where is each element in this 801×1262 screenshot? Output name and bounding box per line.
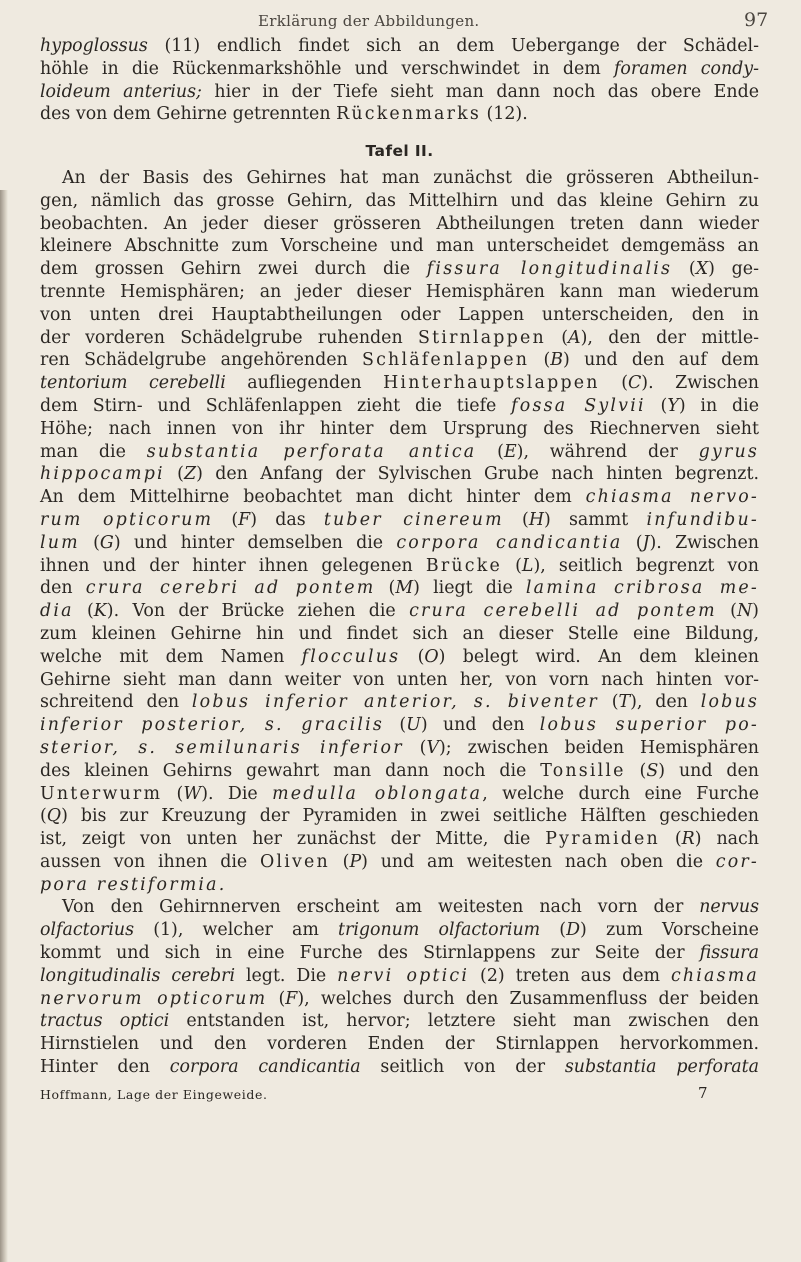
italic-term: W	[183, 783, 202, 804]
text-line: inferior posterior, s. gracilis (U) und den lobus superior po-	[40, 715, 759, 736]
text-line: Unterwurm (W). Die medulla oblongata, welche durch eine Furche	[40, 783, 759, 804]
text-line: den crura cerebri ad pontem (M) liegt die lamina cribrosa me-	[40, 578, 759, 599]
italic-term: H	[528, 509, 545, 530]
italic-term: V	[426, 737, 439, 758]
italic-term: S	[646, 760, 659, 781]
italic-term: Y	[667, 395, 679, 416]
spaced-term: Rückenmarks	[336, 104, 481, 125]
italic-term: D	[566, 920, 581, 941]
text-line: An der Basis des Gehirnes hat man zunächst die grösseren Abtheilun-	[62, 167, 759, 188]
text-line: zum kleinen Gehirne hin und findet sich an dieser Stelle eine Bildung,	[40, 623, 759, 644]
text-line: der vorderen Schädelgrube ruhenden Stirnlappen (A), den der mittle-	[40, 327, 759, 348]
italic-term: nervus	[699, 897, 759, 918]
text-line: schreitend den lobus inferior anterior, s. biventer (T), den lobus	[40, 692, 759, 713]
spaced-italic-term: gyrus	[698, 441, 759, 462]
italic-term: hypoglossus	[40, 36, 148, 56]
italic-term: M	[395, 578, 414, 599]
text-line: Höhe; nach innen von ihr hinter dem Ursprung des Riechnerven sieht	[40, 418, 759, 439]
italic-term: E	[503, 441, 517, 462]
spaced-italic-term: chiasma nervo-	[585, 487, 759, 508]
spaced-italic-term: inferior posterior, s. gracilis	[40, 715, 385, 736]
text-line: gen, nämlich das grosse Gehirn, das Mittelhirn und das kleine Gehirn zu	[40, 190, 759, 211]
spaced-term: Tonsille	[540, 760, 626, 781]
spaced-term: Brücke	[425, 555, 502, 576]
spaced-italic-term: fissura longitudinalis	[426, 259, 673, 280]
text-line	[40, 874, 759, 897]
text-line: des von dem Gehirne getrennten Rückenmarks (12).	[40, 104, 528, 125]
text-line: man die substantia perforata antica (E), während der gyrus	[40, 441, 759, 462]
text-line: (Q) bis zur Kreuzung der Pyramiden in zwei seitliche Hälften geschieden	[40, 806, 759, 827]
spaced-term: Unterwurm	[40, 783, 163, 804]
spaced-italic-term: infundibu-	[646, 509, 759, 530]
italic-term: F	[285, 988, 298, 1009]
text-line: An dem Mittelhirne beobachtet man dicht hinter dem chiasma nervo-	[40, 487, 759, 508]
italic-term: foramen condy-	[614, 58, 760, 79]
text-line: höhle in die Rückenmarkshöhle und verschwindet in dem foramen condy-	[40, 58, 760, 79]
body-text	[40, 35, 759, 1102]
text-line: dem Stirn- und Schläfenlappen zieht die tiefe fossa Sylvii (Y) in die	[40, 395, 759, 416]
spaced-italic-term: nervorum opticorum	[40, 988, 268, 1009]
text-line: von unten drei Hauptabtheilungen oder Lappen unterscheiden, den in	[40, 304, 759, 325]
italic-term: P	[349, 851, 362, 872]
spaced-italic-term: corpora candicantia	[396, 532, 623, 553]
text-line: Von den Gehirnnerven erscheint am weitesten nach vorn der nervus	[62, 897, 759, 918]
spaced-italic-term: lum	[40, 532, 80, 553]
italic-term: T	[618, 692, 631, 713]
text-line: beobachten. An jeder dieser grösseren Abtheilungen treten dann wieder	[40, 213, 759, 234]
text-line: dem grossen Gehirn zwei durch die fissura longitudinalis (X) ge-	[40, 259, 759, 280]
italic-term: substantia perforata	[564, 1057, 759, 1078]
spaced-italic-term: flocculus	[301, 646, 401, 667]
text-line: trennte Hemisphären; an jeder dieser Hemisphären kann man wiederum	[40, 281, 759, 302]
spaced-italic-term: nervi optici	[337, 965, 470, 986]
text-line: ren Schädelgrube angehörenden Schläfenlappen (B) und den auf dem	[40, 350, 759, 371]
italic-term: F	[238, 509, 251, 530]
spaced-italic-term: chiasma	[670, 965, 759, 986]
spaced-italic-term: dia	[40, 601, 74, 622]
spaced-term: Hinterhauptslappen	[383, 373, 600, 394]
italic-term: K	[93, 601, 107, 622]
text-line: kommt und sich in eine Furche des Stirnlappens zur Seite der fissura	[40, 943, 759, 964]
text-line: welche mit dem Namen flocculus (O) belegt wird. An dem kleinen	[40, 646, 759, 667]
spaced-term: Stirnlappen	[418, 327, 546, 348]
italic-term: loideum anterius;	[40, 81, 202, 102]
running-head: Erklärung der Abbildungen.	[258, 12, 480, 30]
text-line: longitudinalis cerebri legt. Die nervi optici (2) treten aus dem chiasma	[40, 965, 759, 986]
page-number: 97	[744, 9, 769, 31]
spaced-italic-term: substantia perforata antica	[146, 441, 477, 462]
text-line: aussen von ihnen die Oliven (P) und am weitesten nach oben die cor-	[40, 851, 759, 872]
italic-term: G	[99, 532, 114, 553]
publisher-line: Hoffmann, Lage der Eingeweide.	[40, 1086, 268, 1102]
spaced-italic-term: tuber cinereum	[323, 509, 504, 530]
spaced-italic-term: hippocampi	[40, 464, 165, 485]
text-line: dia (K). Von der Brücke ziehen die crura cerebelli ad pontem (N)	[40, 601, 759, 622]
spaced-italic-term: lamina cribrosa me-	[525, 578, 759, 599]
italic-term: R	[681, 829, 695, 850]
italic-term: trigonum olfactorium	[338, 920, 541, 941]
text-line: loideum anterius; hier in der Tiefe sieht man dann noch das obere Ende	[40, 81, 759, 102]
italic-term: O	[424, 646, 439, 667]
text-line: hypoglossus (11) endlich findet sich an dem Uebergange der Schädel-	[40, 36, 759, 56]
spaced-italic-term: fossa Sylvii	[511, 395, 646, 416]
italic-term: tractus optici	[40, 1011, 170, 1032]
italic-term: fissura	[699, 943, 759, 964]
spaced-italic-term: sterior, s. semilunaris inferior	[40, 737, 404, 758]
text-line: hippocampi (Z) den Anfang der Sylvischen Grube nach hinten begrenzt.	[40, 464, 759, 485]
italic-term: olfactorius	[40, 920, 135, 941]
spaced-italic-term: cor-	[715, 851, 759, 872]
spaced-italic-term: rum opticorum	[40, 509, 214, 530]
text-line: rum opticorum (F) das tuber cinereum (H) sammt infundibu-	[40, 509, 759, 530]
italic-term: B	[550, 350, 564, 371]
text-line: Hinter den corpora candicantia seitlich von der substantia perforata	[40, 1057, 759, 1078]
italic-term: corpora candicantia	[169, 1057, 361, 1078]
text-line: ist, zeigt von unten her zunächst der Mitte, die Pyramiden (R) nach	[40, 829, 759, 850]
spaced-italic-term: pora restiformia.	[40, 874, 227, 895]
page-footer	[40, 1079, 759, 1102]
spaced-term: Schläfenlappen	[362, 350, 530, 371]
spaced-italic-term: crura cerebri ad pontem	[85, 578, 376, 599]
italic-term: Q	[46, 806, 62, 827]
text-line: ihnen und der hinter ihnen gelegenen Brücke (L), seitlich begrenzt von	[40, 555, 759, 576]
text-line: des kleinen Gehirns gewahrt man dann noch die Tonsille (S) und den	[40, 760, 760, 781]
text-line: Hirnstielen und den vorderen Enden der Stirnlappen hervorkommen.	[40, 1034, 759, 1055]
spaced-term: Oliven	[259, 851, 330, 872]
italic-term: A	[568, 327, 581, 348]
text-line: nervorum opticorum (F), welches durch den Zusammenfluss der beiden	[40, 988, 759, 1009]
text-line: Gehirne sieht man dann weiter von unten her, von vorn nach hinten vor-	[40, 669, 759, 690]
section-title: Tafel II.	[365, 142, 434, 161]
spaced-italic-term: lobus	[700, 692, 759, 713]
spaced-term: Pyramiden	[545, 829, 660, 850]
italic-term: Z	[183, 464, 197, 485]
italic-term: U	[406, 715, 421, 736]
italic-term: L	[521, 555, 534, 576]
spaced-italic-term: crura cerebelli ad pontem	[409, 601, 717, 622]
signature-mark: 7	[698, 1083, 708, 1102]
text-line: sterior, s. semilunaris inferior (V); zwischen beiden Hemisphären	[40, 737, 759, 758]
spaced-italic-term: lobus superior po-	[539, 715, 759, 736]
text-line: tentorium cerebelli aufliegenden Hinterhauptslappen (C). Zwischen	[40, 373, 760, 394]
italic-term: J	[642, 532, 650, 553]
italic-term: longitudinalis cerebri	[40, 965, 236, 986]
text-line: lum (G) und hinter demselben die corpora candicantia (J). Zwischen	[40, 532, 759, 553]
spaced-italic-term: lobus inferior anterior, s. biventer	[191, 692, 599, 713]
italic-term: C	[627, 373, 642, 394]
text-line: olfactorius (1), welcher am trigonum olfactorium (D) zum Vorscheine	[40, 920, 759, 941]
italic-term: tentorium cerebelli	[40, 373, 226, 394]
spaced-italic-term: medulla oblongata	[272, 783, 483, 804]
text-line: tractus optici entstanden ist, hervor; letztere sieht man zwischen den	[40, 1011, 760, 1032]
italic-term: X	[695, 259, 709, 280]
italic-term: N	[736, 601, 753, 622]
text-line: kleinere Abschnitte zum Vorscheine und man unterscheidet demgemäss an	[40, 236, 759, 257]
page-edge-shadow	[0, 190, 8, 1262]
